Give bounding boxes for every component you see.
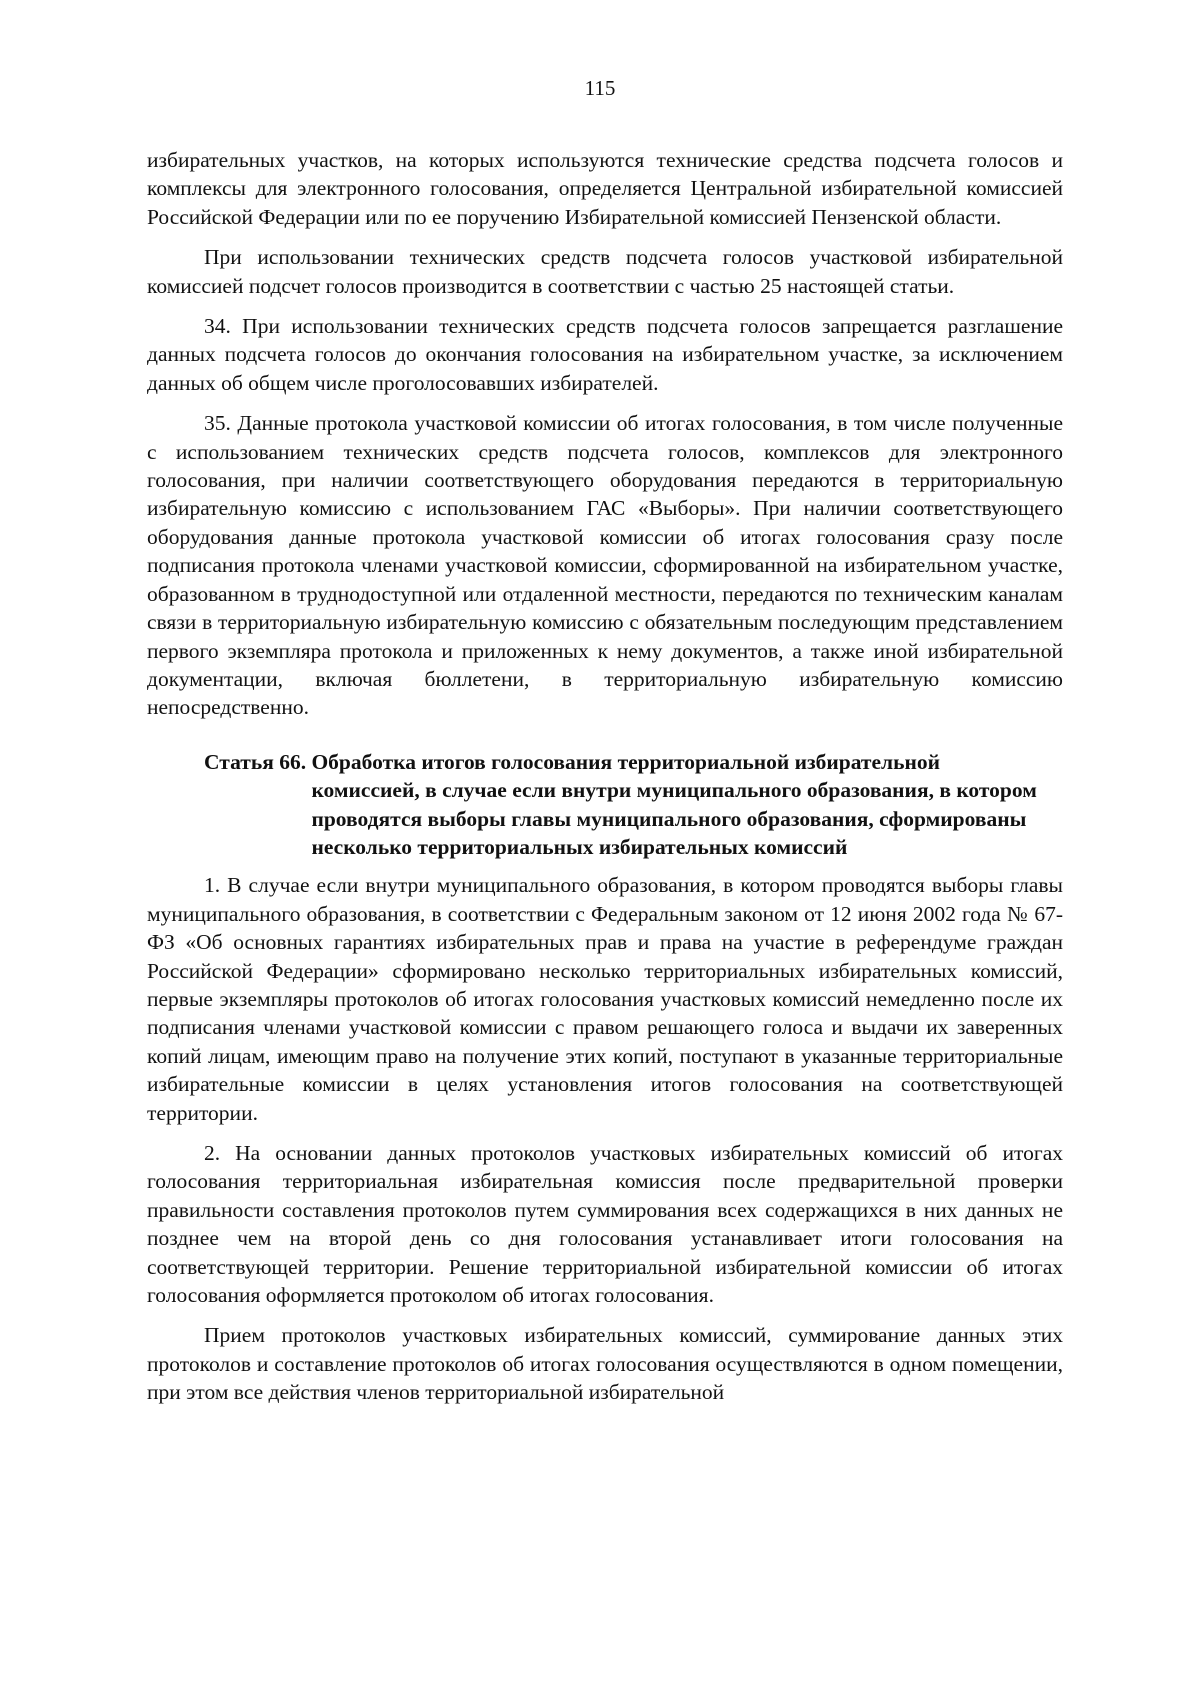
paragraph: избирательных участков, на которых используются технические средства подсчета голосов и комплексы для электронного голосования, определяется Центральной избирательной комиссией Российской Федерации или по ее поручению Избирательной комиссией Пензенской области. <box>147 148 1063 229</box>
paragraph: При использовании технических средств подсчета голосов участковой избирательной комиссией подсчет голосов производится в соответствии с частью 25 настоящей статьи. <box>147 245 1063 298</box>
document-body <box>147 146 1063 1419</box>
paragraph-item-35: 35. Данные протокола участковой комиссии об итогах голосования, в том числе полученные с использованием технических средств подсчета голосов, комплексов для электронного голосования, при наличии соответствующего оборудования передаются в территориальную избирательную комиссию с использованием ГАС «Выборы». При наличии соответствующего оборудования данные протокола участковой комиссии об итогах голосования сразу после подписания протокола членами участковой комиссии, сформированной на избирательном участке, образованном в труднодоступной или отдаленной местности, передаются по техническим каналам связи в территориальную избирательную комиссию с обязательным последующим представлением первого экземпляра протокола и приложенных к нему документов, а также иной избирательной документации, включая бюллетени, в территориальную избирательную комиссию непосредственно. <box>147 411 1063 720</box>
article-number: Статья 66. <box>204 749 312 774</box>
paragraph: Прием протоколов участковых избирательных комиссий, суммирование данных этих протоколов и составление протоколов об итогах голосования осуществляются в одном помещении, при этом все действия членов территориальной избирательной <box>147 1323 1063 1405</box>
paragraph-item-2: 2. На основании данных протоколов участковых избирательных комиссий об итогах голосования территориальная избирательная комиссия после предварительной проверки правильности составления протоколов путем суммирования всех содержащихся в них данных не позднее чем на второй день со дня голосования устанавливает итоги голосования на соответствующей территории. Решение территориальной избирательной комиссии об итогах голосования оформляется протоколом об итогах голосования. <box>147 1141 1063 1308</box>
page-number: 115 <box>584 76 616 100</box>
article-heading <box>147 748 1063 862</box>
article-title: Обработка итогов голосования территориальной избирательной комиссией, в случае если внутри муниципального образования, в котором проводятся выборы главы муниципального образования, сформированы несколько территориальных избирательных комиссий <box>311 749 1037 859</box>
paragraph-item-34: 34. При использовании технических средств подсчета голосов запрещается разглашение данных подсчета голосов до окончания голосования на избирательном участке, за исключением данных об общем числе проголосовавших избирателей. <box>147 314 1063 395</box>
paragraph-item-1: 1. В случае если внутри муниципального образования, в котором проводятся выборы главы муниципального образования, в соответствии с Федеральным законом от 12 июня 2002 года № 67-ФЗ «Об основных гарантиях избирательных прав и права на участие в референдуме граждан Российской Федерации» сформировано несколько территориальных избирательных комиссий, первые экземпляры протоколов об итогах голосования участковых комиссий немедленно после их подписания членами участковой комиссии с правом решающего голоса и выдачи их заверенных копий лицам, имеющим право на получение этих копий, поступают в указанные территориальные избирательные комиссии в целях установления итогов голосования на соответствующей территории. <box>147 873 1063 1125</box>
